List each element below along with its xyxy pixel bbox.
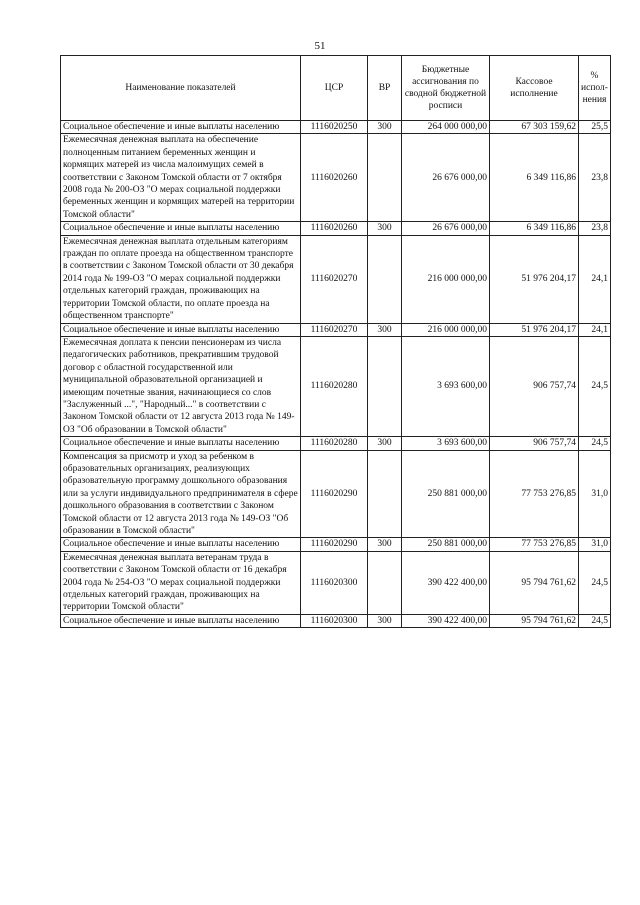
cell-vr <box>368 450 402 538</box>
cell-csr: 1116020270 <box>301 235 368 323</box>
table-row <box>61 134 611 222</box>
cell-vr: 300 <box>368 121 402 134</box>
cell-assigned: 250 881 000,00 <box>402 450 490 538</box>
header-vr: ВР <box>368 56 402 121</box>
cell-assigned: 3 693 600,00 <box>402 437 490 450</box>
cell-csr: 1116020270 <box>301 323 368 336</box>
table-row <box>61 538 611 551</box>
page-number: 51 <box>314 40 326 52</box>
cell-csr: 1116020290 <box>301 538 368 551</box>
cell-executed: 67 303 159,62 <box>490 121 579 134</box>
cell-name: Социальное обеспечение и иные выплаты населению <box>61 437 301 450</box>
cell-vr <box>368 336 402 436</box>
cell-assigned: 26 676 000,00 <box>402 222 490 235</box>
cell-executed: 77 753 276,85 <box>490 538 579 551</box>
table-row <box>61 614 611 627</box>
header-assigned: Бюджетные ассигнования по сводной бюджетной росписи <box>402 56 490 121</box>
cell-assigned: 390 422 400,00 <box>402 614 490 627</box>
table-row <box>61 235 611 323</box>
cell-name: Ежемесячная денежная выплата на обеспечение полноценным питанием беременных женщин и кормящих матерей из числа малоимущих семей в соответствии с Законом Томской области от 7 октября 2008 года № 200-ОЗ "О мерах социальной поддержки беременных женщин и кормящих матерей на территории Томской области" <box>61 134 301 222</box>
cell-vr: 300 <box>368 614 402 627</box>
cell-assigned: 3 693 600,00 <box>402 336 490 436</box>
cell-name: Социальное обеспечение и иные выплаты населению <box>61 222 301 235</box>
header-executed: Кассовое исполнение <box>490 56 579 121</box>
table-row <box>61 551 611 614</box>
cell-pct: 24,1 <box>579 235 611 323</box>
cell-pct: 24,5 <box>579 336 611 436</box>
table-row <box>61 121 611 134</box>
cell-pct: 24,5 <box>579 551 611 614</box>
cell-csr: 1116020280 <box>301 437 368 450</box>
cell-vr <box>368 134 402 222</box>
cell-vr <box>368 551 402 614</box>
cell-executed: 95 794 761,62 <box>490 551 579 614</box>
header-pct: % испол-нения <box>579 56 611 121</box>
cell-pct: 24,5 <box>579 614 611 627</box>
table-row <box>61 450 611 538</box>
table-row <box>61 323 611 336</box>
table-row <box>61 222 611 235</box>
cell-executed: 77 753 276,85 <box>490 450 579 538</box>
cell-assigned: 216 000 000,00 <box>402 323 490 336</box>
cell-vr: 300 <box>368 323 402 336</box>
header-csr: ЦСР <box>301 56 368 121</box>
cell-csr: 1116020290 <box>301 450 368 538</box>
cell-csr: 1116020280 <box>301 336 368 436</box>
cell-pct: 23,8 <box>579 134 611 222</box>
cell-pct: 25,5 <box>579 121 611 134</box>
header-name: Наименование показателей <box>61 56 301 121</box>
cell-executed: 6 349 116,86 <box>490 134 579 222</box>
cell-executed: 95 794 761,62 <box>490 614 579 627</box>
table-row <box>61 437 611 450</box>
table-body <box>61 121 611 628</box>
cell-csr: 1116020300 <box>301 614 368 627</box>
cell-executed: 51 976 204,17 <box>490 235 579 323</box>
cell-csr: 1116020300 <box>301 551 368 614</box>
cell-name: Ежемесячная денежная выплата ветеранам труда в соответствии с Законом Томской области от 16 декабря 2004 года № 254-ОЗ "О мерах социальной поддержки отдельных категорий граждан, проживающих на территории Томской области" <box>61 551 301 614</box>
cell-csr: 1116020250 <box>301 121 368 134</box>
cell-vr <box>368 235 402 323</box>
table-header-row <box>61 56 611 121</box>
cell-executed: 51 976 204,17 <box>490 323 579 336</box>
cell-assigned: 216 000 000,00 <box>402 235 490 323</box>
cell-executed: 906 757,74 <box>490 336 579 436</box>
cell-name: Ежемесячная денежная выплата отдельным категориям граждан по оплате проезда на общественном транспорте в соответствии с Законом Томской области от 30 декабря 2014 года № 199-ОЗ "О мерах социальной поддержки отдельных категорий граждан, проживающих на территории Томской области, по оплате проезда на общественном транспорте" <box>61 235 301 323</box>
cell-vr: 300 <box>368 222 402 235</box>
cell-assigned: 390 422 400,00 <box>402 551 490 614</box>
cell-assigned: 26 676 000,00 <box>402 134 490 222</box>
cell-csr: 1116020260 <box>301 134 368 222</box>
cell-executed: 906 757,74 <box>490 437 579 450</box>
cell-name: Социальное обеспечение и иные выплаты населению <box>61 614 301 627</box>
cell-csr: 1116020260 <box>301 222 368 235</box>
cell-name: Социальное обеспечение и иные выплаты населению <box>61 323 301 336</box>
cell-name: Социальное обеспечение и иные выплаты населению <box>61 538 301 551</box>
cell-assigned: 250 881 000,00 <box>402 538 490 551</box>
cell-name: Ежемесячная доплата к пенсии пенсионерам из числа педагогических работников, прекратившим трудовой договор с областной государственной или муниципальной образовательной организацией и имеющим почетные звания, начинающиеся со слов "Заслуженный ...", "Народный..." в соответствии с Законом Томской области от 12 августа 2013 года № 149-ОЗ "Об образовании в Томской области" <box>61 336 301 436</box>
budget-table <box>60 55 611 628</box>
cell-name: Социальное обеспечение и иные выплаты населению <box>61 121 301 134</box>
cell-pct: 23,8 <box>579 222 611 235</box>
cell-executed: 6 349 116,86 <box>490 222 579 235</box>
cell-pct: 24,1 <box>579 323 611 336</box>
cell-name: Компенсация за присмотр и уход за ребенком в образовательных организациях, реализующих образовательную программу дошкольного образования или за услуги индивидуального предпринимателя в сфере дошкольного образования в соответствии с Законом Томской области от 12 августа 2013 года № 149-ОЗ "Об образовании в Томской области" <box>61 450 301 538</box>
cell-pct: 24,5 <box>579 437 611 450</box>
cell-vr: 300 <box>368 538 402 551</box>
cell-vr: 300 <box>368 437 402 450</box>
cell-assigned: 264 000 000,00 <box>402 121 490 134</box>
table-row <box>61 336 611 436</box>
cell-pct: 31,0 <box>579 450 611 538</box>
cell-pct: 31,0 <box>579 538 611 551</box>
